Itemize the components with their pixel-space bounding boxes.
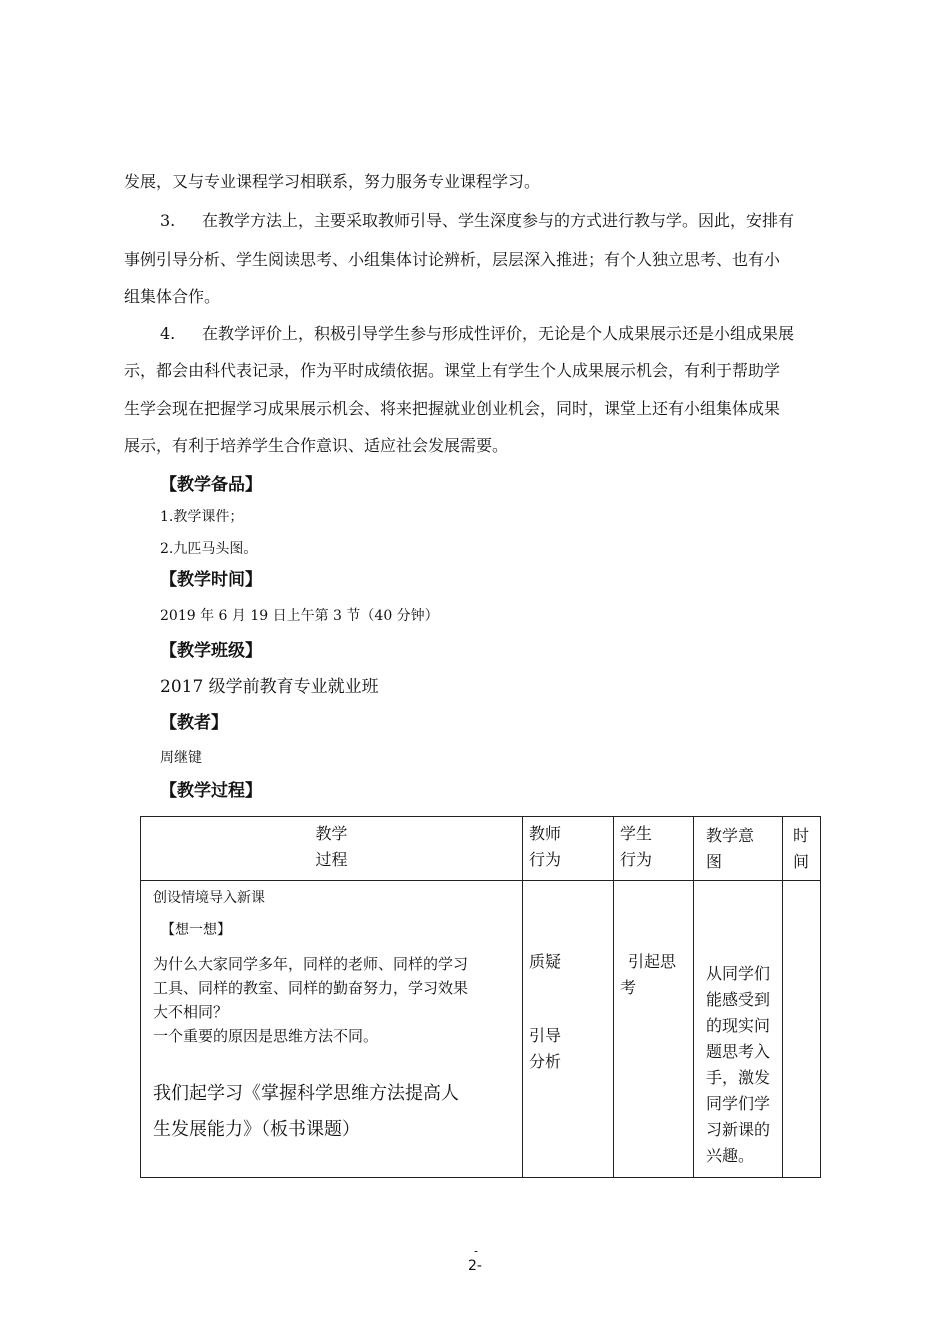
question-line: 大不相同？	[153, 1003, 229, 1021]
intent-line: 从同学们	[706, 964, 771, 983]
intent-line: 题思考入	[706, 1042, 771, 1061]
teacher-action-cell	[523, 881, 614, 1178]
header-process: 教学 过程	[141, 817, 523, 881]
footer-dash: -	[474, 1244, 479, 1258]
paragraph-line: 组集体合作。	[124, 287, 221, 306]
student-action: 引起思	[628, 952, 677, 971]
intent-line: 能感受到	[706, 990, 771, 1009]
page-number: 2-	[468, 1258, 482, 1274]
answer-line: 一个重要的原因是思维方法不同。	[153, 1027, 379, 1045]
paragraph-line: 4. 在教学评价上，积极引导学生参与形成性评价，无论是个人成果展示还是小组成果展	[160, 324, 795, 343]
materials-heading: 【教学备品】	[160, 475, 262, 495]
header-teaching-intent: 教学意 图	[694, 817, 783, 881]
header-time: 时 间	[783, 817, 821, 881]
process-content-cell	[141, 881, 523, 1178]
teacher-action: 引导	[529, 1026, 562, 1045]
step-title: 创设情境导入新课	[153, 890, 265, 906]
intent-line: 习新课的	[706, 1120, 771, 1139]
list-number: 3.	[160, 211, 176, 230]
time-cell	[783, 881, 821, 1178]
teacher-value: 周继键	[160, 750, 202, 766]
lesson-title-line: 我们起学习《掌握科学思维方法提高人	[153, 1083, 459, 1104]
question-line: 工具、同样的教室、同样的勤奋努力，学习效果	[153, 979, 469, 997]
intent-line: 兴趣。	[706, 1146, 755, 1165]
class-heading: 【教学班级】	[160, 641, 262, 661]
intent-line: 的现实问	[706, 1016, 771, 1035]
teaching-intent-cell	[694, 881, 783, 1178]
time-value: 2019 年 6 月 19 日上午第 3 节（40 分钟）	[160, 608, 439, 624]
table-row	[141, 881, 821, 1178]
paragraph-line: 发展，又与专业课程学习相联系，努力服务专业课程学习。	[124, 172, 541, 191]
table-header-row	[141, 817, 821, 881]
intent-line: 同学们学	[706, 1094, 771, 1113]
teacher-action: 质疑	[529, 952, 562, 971]
teacher-action: 分析	[529, 1052, 562, 1071]
lesson-process-table	[140, 816, 821, 1178]
time-heading: 【教学时间】	[160, 570, 262, 590]
intent-line: 手，激发	[706, 1068, 771, 1087]
paragraph-line: 示，都会由科代表记录，作为平时成绩依据。课堂上有学生个人成果展示机会，有利于帮助学	[124, 361, 781, 380]
paragraph-line: 展示，有利于培养学生合作意识、适应社会发展需要。	[124, 436, 509, 455]
header-student-action: 学生 行为	[614, 817, 694, 881]
list-number: 4.	[160, 324, 176, 343]
lesson-title-line: 生发展能力》（板书课题）	[153, 1119, 360, 1140]
student-action-cell	[614, 881, 694, 1178]
materials-item: 2.九匹马头图。	[160, 541, 258, 557]
question-line: 为什么大家同学多年，同样的老师、同样的学习	[153, 955, 469, 973]
header-teacher-action: 教师 行为	[523, 817, 614, 881]
materials-item: 1.教学课件；	[160, 509, 244, 525]
paragraph-line: 3. 在教学方法上，主要采取教师引导、学生深度参与的方式进行教与学。因此，安排有	[160, 211, 795, 230]
class-value: 2017 级学前教育专业就业班	[160, 677, 379, 697]
process-heading: 【教学过程】	[160, 781, 262, 801]
paragraph-line: 生学会现在把握学习成果展示机会、将来把握就业创业机会，同时，课堂上还有小组集体成果	[124, 399, 781, 418]
student-action: 考	[620, 978, 637, 997]
teacher-heading: 【教者】	[160, 713, 228, 733]
think-label: 【想一想】	[161, 922, 231, 938]
paragraph-line: 事例引导分析、学生阅读思考、小组集体讨论辨析，层层深入推进；有个人独立思考、也有小	[124, 250, 781, 269]
